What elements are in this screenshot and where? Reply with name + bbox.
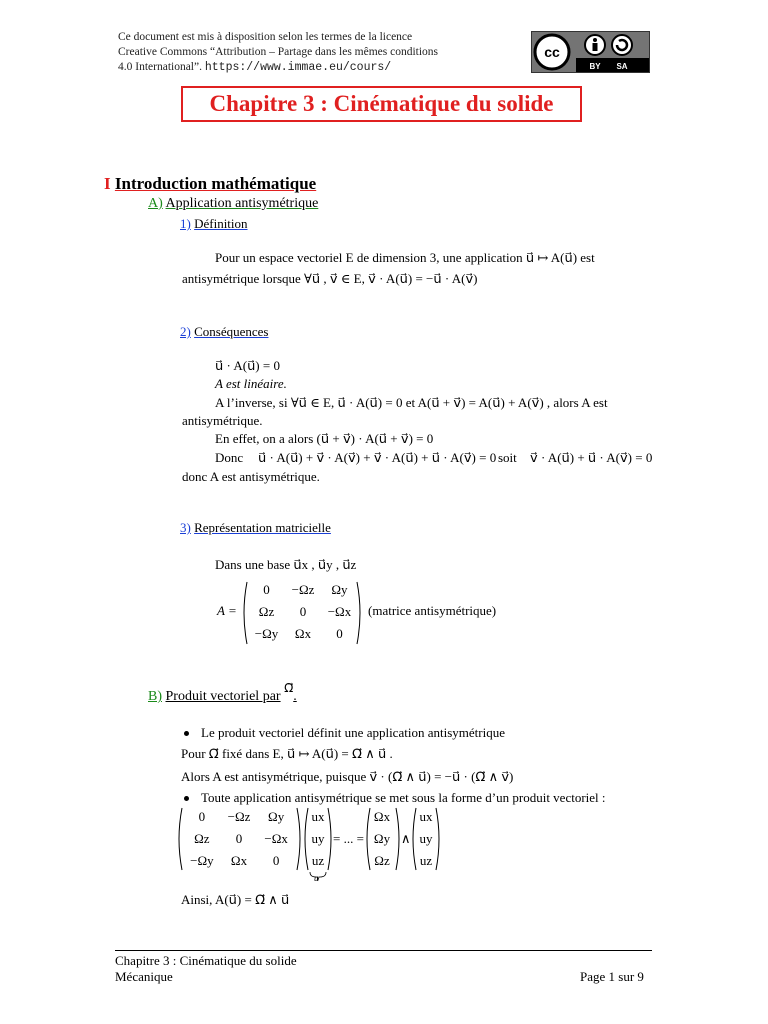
matrix-a-cell: 0 [299,604,307,619]
product-line-1: Pour Ω⃗ fixé dans E, u⃗ ↦ A(u⃗) = Ω⃗ ∧ u⃗ . [181,746,393,761]
subsection-3-heading [180,520,331,536]
bullet-icon [184,796,189,801]
matrix-a-cell: 0 [336,626,343,641]
consequence-line-5c: soit [498,450,517,465]
part-heading [104,174,316,194]
matrix-a-cell: −Ωx [327,604,352,619]
subsection-1-heading [180,216,248,232]
matrix-a-cell: Ωy [331,582,348,597]
vector-u-right-cell: uy [419,831,433,846]
ainsi-line: Ainsi, A(u⃗) = Ω⃗ ∧ u⃗ [181,892,290,907]
equals-dots: = ... = [333,831,364,846]
matrix-a-cell: −Ωy [254,626,279,641]
subsection-2-number: 2) [180,324,191,339]
product-matrix-cell: Ωy [268,809,285,824]
subsection-2-heading [180,324,268,340]
cc-logo-icon [532,32,649,72]
vector-u [306,806,330,872]
product-matrix-cell: 0 [198,809,206,824]
product-matrix-cell: 0 [235,831,243,846]
product-matrix [183,806,295,872]
vector-omega-cell: Ωz [374,853,390,868]
subsection-1-title: Définition [194,216,248,231]
product-matrix-cell: −Ωz [227,809,251,824]
section-b-vector: Ω⃗ [284,681,294,695]
section-b-heading [148,681,297,705]
subsection-3-title: Représentation matricielle [194,520,331,535]
license-url[interactable]: https://www.immae.eu/cours/ [204,61,392,74]
footer-subject: Mécanique [115,969,173,984]
vector-omega-cell: Ωx [373,809,391,824]
consequence-line-4: En effet, on a alors (u⃗ + v⃗) · A(u⃗ + v⃗) = 0 [215,431,434,446]
license-line-1: Ce document est mis à disposition selon les termes de la licence [118,31,413,43]
product-matrix-cell: −Ωy [190,853,214,868]
vector-u-label: u⃗ [314,873,326,883]
product-matrix-cell: Ωz [194,831,210,846]
bullet-2-text: Toute application antisymétrique se met sous la forme d’un produit vectoriel : [201,790,606,805]
chapter-title: Chapitre 3 : Cinématique du solide [209,91,554,116]
consequence-line-5b: u⃗ · A(u⃗) + v⃗ · A(v⃗) + v⃗ · A(u⃗) + u⃗ · A(v⃗) = 0 [258,450,497,465]
consequence-line-1: u⃗ · A(u⃗) = 0 [215,358,280,373]
product-matrix-cell: −Ωx [264,831,288,846]
product-matrix-cell: 0 [272,853,280,868]
part-number: I [104,174,111,193]
vector-u-cell: ux [311,809,325,824]
license-line-2: Creative Commons “Attribution – Partage dans les mêmes conditions [118,46,439,58]
vector-omega [368,806,396,872]
vector-u-right [414,806,438,872]
definition-line-2: antisymétrique lorsque ∀u⃗ , v⃗ ∈ E, v⃗ · A(u⃗) = −u⃗ · A(v⃗) [182,271,478,286]
section-a-title: Application antisymétrique [165,196,319,211]
basis-line: Dans une base u⃗x , u⃗y , u⃗z [215,557,357,572]
vector-u-right-cell: ux [419,809,433,824]
matrix-a-cell: −Ωz [291,582,315,597]
footer-page-number: Page 1 sur 9 [580,969,644,984]
matrix-a-label: A = [217,603,237,618]
section-b-title: Produit vectoriel par [165,689,281,704]
wedge-symbol: ∧ [401,831,411,846]
vector-u-cell: uy [311,831,325,846]
badge-by: BY [589,62,601,71]
bullet-icon [184,731,189,736]
section-b-dot: . [293,689,297,704]
matrix-a-note: (matrice antisymétrique) [368,603,497,618]
vector-u-cell: uz [311,853,325,868]
cc-by-sa-logo[interactable] [531,31,650,73]
matrix-a [248,579,358,645]
section-a-letter: A) [148,196,163,211]
subsection-3-number: 3) [180,520,191,535]
consequence-line-2: A est linéaire. [215,376,287,391]
subsection-1-number: 1) [180,216,191,231]
consequence-line-5a: Donc [215,450,244,465]
chapter-title-box [181,86,582,122]
section-b-letter: B) [148,689,162,704]
product-matrix-cell: Ωx [230,853,248,868]
badge-sa: SA [616,62,628,71]
license-text: 4.0 International”. [118,61,202,73]
section-a-heading [148,196,318,212]
vector-omega-cell: Ωy [373,831,391,846]
svg-text:cc: cc [544,44,560,60]
matrix-a-cell: Ωz [258,604,275,619]
consequence-line-3a: A l’inverse, si ∀u⃗ ∈ E, u⃗ · A(u⃗) = 0 et A(u⃗ + v⃗) = A(u⃗) + A(v⃗) , alors A est [215,395,608,410]
definition-line-1: Pour un espace vectoriel E de dimension 3, une application u⃗ ↦ A(u⃗) est [215,250,595,265]
subsection-2-title: Conséquences [194,324,269,339]
matrix-a-cell: Ωx [294,626,312,641]
license-line-3 [118,60,391,75]
footer-chapter: Chapitre 3 : Cinématique du solide [115,953,297,968]
consequence-line-5d: v⃗ · A(u⃗) + u⃗ · A(v⃗) = 0 [530,450,653,465]
footer-divider [115,950,652,951]
matrix-a-cell: 0 [263,582,270,597]
consequence-line-6: donc A est antisymétrique. [182,469,320,484]
bullet-1-text: Le produit vectoriel définit une application antisymétrique [201,725,505,740]
part-title: Introduction mathématique [114,174,317,193]
consequence-line-3b: antisymétrique. [182,413,263,428]
vector-u-right-cell: uz [419,853,433,868]
product-line-2: Alors A est antisymétrique, puisque v⃗ · (Ω⃗ ∧ u⃗) = −u⃗ · (Ω⃗ ∧ v⃗) [181,769,514,784]
